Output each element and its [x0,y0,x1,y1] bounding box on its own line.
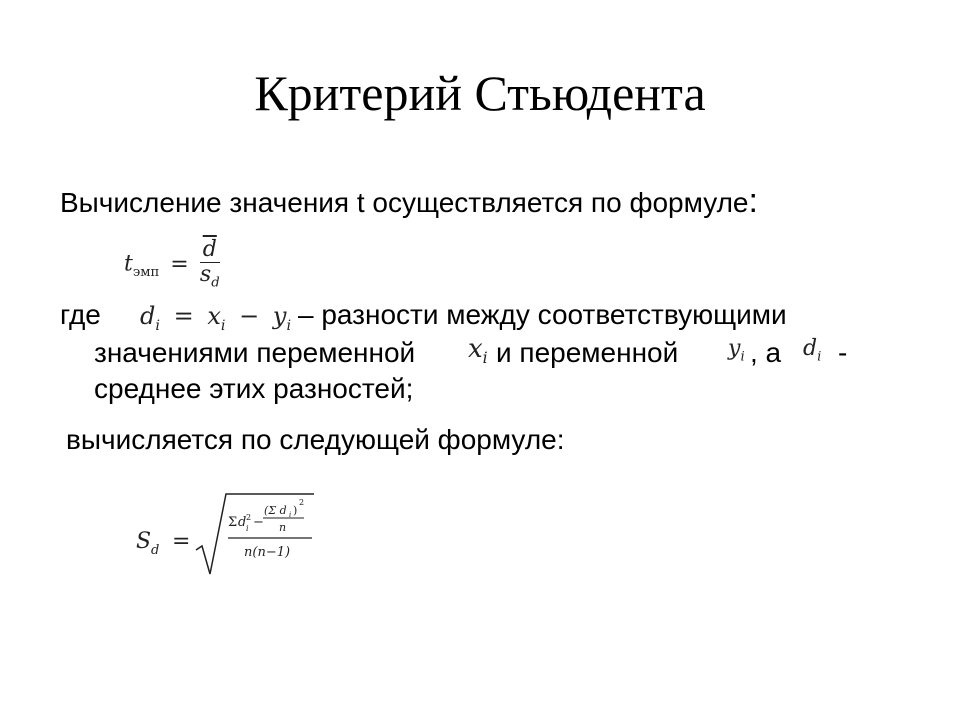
intro-sentence: Вычисление значения t осуществляется по формуле [60,187,749,218]
t-den-symbol: s [199,262,212,288]
d-variable [803,336,821,364]
sum-d: d [238,515,247,530]
t-numerator: $\overline{d}$ [200,238,220,263]
d-minus: − [239,302,260,330]
intro-text [60,182,758,221]
sum-symbol: Σ [228,515,238,530]
where-line-1: – разности между соответствующими [298,299,787,330]
sd-equals: = [172,529,191,554]
slide-title: Критерий Стьюдента [254,65,706,121]
where-line-2d: - [838,337,848,368]
d-formula [140,302,291,334]
d-equals: = [173,302,194,330]
sum-d-square: 2 [246,513,252,522]
t-subscript: эмп [132,264,160,280]
where-line-3: среднее этих разностей; [94,373,414,404]
d-var-symbol: d [803,336,818,361]
inner-n: n [279,521,287,534]
where-label: где [60,299,101,330]
inner-paren-sum: (Σ d [264,504,287,517]
y-symbol: y [272,302,287,330]
d-symbol: d [140,302,156,330]
x-sub: i [220,317,226,334]
y-sub: i [286,317,292,334]
x-symbol: x [207,302,221,330]
sd-subscript: d [151,543,160,558]
y-variable [728,336,745,364]
sum-d-sub: i [246,524,249,533]
inner-paren-close: ) [293,504,298,517]
intro-colon: : [748,182,758,220]
where-line-2c: , а [750,337,782,368]
sd-formula [132,486,332,586]
t-symbol: t [124,251,133,277]
sd-symbol: S [136,529,152,554]
t-equals: = [170,251,189,277]
where-line-2b: и переменной [496,337,679,368]
y-var-sub: i [740,349,745,365]
where-line-2a: значениями переменной [94,337,416,368]
denominator: n(n−1) [244,545,291,560]
inner-minus: − [253,515,264,530]
sd-formula-svg [132,486,332,586]
inner-paren-square: 2 [299,498,305,507]
d-var-sub: i [817,349,822,365]
x-var-sub: i [482,349,488,368]
t-formula [124,238,220,291]
t-den-subscript: d [211,275,220,291]
computed-text: вычисляется по следующей формуле: [66,424,565,455]
t-denominator [200,263,220,291]
d-sub: i [155,317,160,334]
inner-paren-sub: i [289,511,292,519]
x-variable [468,334,488,367]
t-fraction [200,238,220,291]
x-var-symbol: x [468,334,483,364]
y-var-symbol: y [728,336,741,361]
